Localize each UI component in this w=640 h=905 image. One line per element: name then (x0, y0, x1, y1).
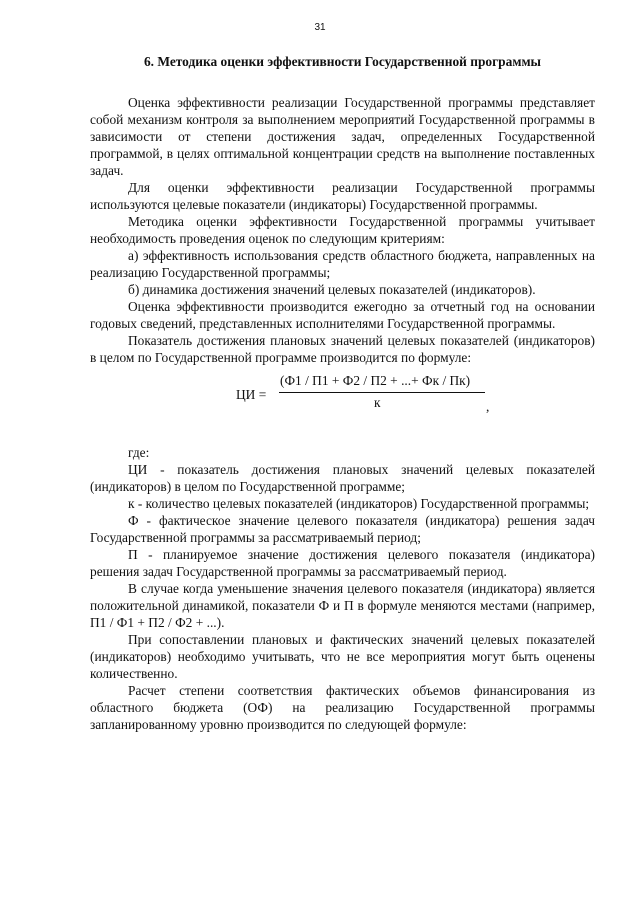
formula-denominator: к (374, 395, 381, 410)
section-heading: 6. Методика оценки эффективности Государственной программы (143, 54, 542, 69)
fraction-bar (279, 392, 485, 393)
paragraph: Для оценки эффективности реализации Государственной программы используются целевые показатели (индикаторы) Государственной программы. (90, 180, 595, 212)
formula-numerator: (Ф1 / П1 + Ф2 / П2 + ...+ Фк / Пк) (280, 373, 471, 388)
paragraph: Оценка эффективности реализации Государственной программы представляет собой механизм контроля за выполнением мероприятий Государственной программы в зависимости от степени достижения задач, определенных Государственной программой, в целях оптимальной концентрации средств на выполнение поставленных задач. (90, 95, 595, 178)
paragraph: Методика оценки эффективности Государственной программы учитывает необходимость проведения оценок по следующим критериям: (90, 214, 595, 246)
paragraph: Оценка эффективности производится ежегодно за отчетный год на основании годовых сведений, представленных исполнителями Государственной программы. (90, 299, 595, 331)
paragraph: В случае когда уменьшение значения целевого показателя (индикатора) является положительной динамикой, показатели Ф и П в формуле меняются местами (например, П1 / Ф1 + П2 / Ф2 + ...). (90, 581, 595, 630)
formula-ci (90, 372, 595, 424)
paragraph: П - планируемое значение достижения целевого показателя (индикатора) решения задач Государственной программы за рассматриваемый период. (90, 547, 595, 579)
paragraph: б) динамика достижения значений целевых показателей (индикаторов). (128, 282, 536, 297)
paragraph: Показатель достижения плановых значений целевых показателей (индикаторов) в целом по Государственной программе производится по формуле: (90, 333, 595, 365)
paragraph: Расчет степени соответствия фактических объемов финансирования из областного бюджета (ОФ) на реализацию Государственной программы запланированному уровню производится по следующей формуле: (90, 683, 595, 732)
document-body (90, 94, 595, 733)
formula-trailing: , (486, 399, 490, 414)
paragraph: а) эффективность использования средств областного бюджета, направленных на реализацию Государственной программы; (90, 248, 595, 280)
paragraph: ЦИ - показатель достижения плановых значений целевых показателей (индикаторов) в целом по Государственной программе; (90, 462, 595, 494)
paragraph: Ф - фактическое значение целевого показателя (индикатора) решения задач Государственной программы за рассматриваемый период; (90, 513, 595, 545)
paragraph: где: (128, 445, 150, 460)
formula-lhs: ЦИ = (236, 387, 267, 402)
page-number: 31 (314, 22, 326, 33)
paragraph: к - количество целевых показателей (индикаторов) Государственной программы; (128, 496, 590, 511)
paragraph: При сопоставлении плановых и фактических значений целевых показателей (индикаторов) необходимо учитывать, что не все мероприятия могут быть оценены количественно. (90, 632, 595, 681)
